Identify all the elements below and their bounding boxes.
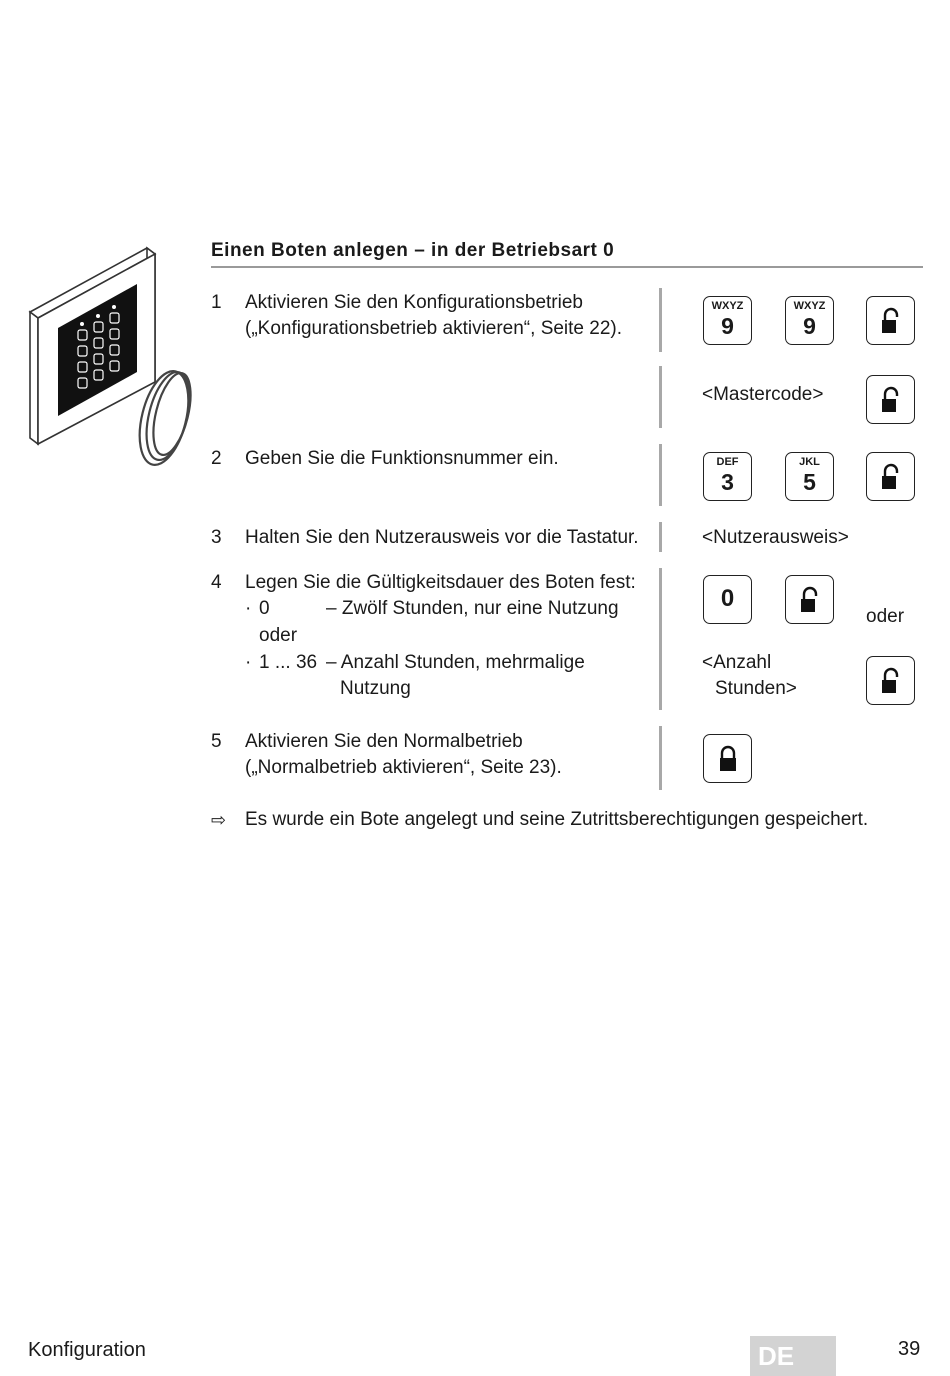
step-5-line-2: („Normalbetrieb aktivieren“, Seite 23). [245,757,562,778]
key-letters: WXYZ [711,300,744,312]
nutzerausweis-placeholder: <Nutzerausweis> [702,527,849,548]
unlock-key[interactable] [866,296,915,345]
key-letters: DEF [716,456,739,468]
step-3-line-1: Halten Sie den Nutzerausweis vor die Tastatur. [245,527,639,548]
key-letters: WXYZ [793,300,826,312]
lock-icon [717,745,739,773]
section-heading: Einen Boten anlegen – in der Betriebsart 0 [211,240,923,268]
option-description-cont: Nutzung [340,678,411,699]
step-4-line-1: Legen Sie die Gültigkeitsdauer des Boten fest: [245,572,636,593]
page-number: 39 [898,1338,921,1360]
unlock-icon [880,386,902,414]
anzahl-stunden-placeholder-1: <Anzahl [702,652,772,673]
step-1-number: 1 [211,292,222,313]
unlock-icon [880,667,902,695]
step-1b-separator [659,366,662,428]
step-1-separator [659,288,662,352]
step-5-number: 5 [211,731,222,752]
key-digit: 0 [720,585,735,612]
unlock-icon [880,463,902,491]
option-bullet: · [245,598,252,619]
footer-section-name: Konfiguration [28,1339,146,1361]
step-4-number: 4 [211,572,222,593]
unlock-icon [799,586,821,614]
option-value: 0 [259,598,270,619]
unlock-key-after-mastercode[interactable] [866,375,915,424]
key-digit: 9 [803,313,816,339]
unlock-icon [880,307,902,335]
step-4-separator [659,568,662,710]
key-letters: JKL [799,456,820,468]
unlock-key-after-hours[interactable] [866,656,915,705]
key-0[interactable] [703,575,752,624]
step-3-number: 3 [211,527,222,548]
step-2-number: 2 [211,448,222,469]
key-digit: 5 [803,469,816,495]
option-bullet: · [245,652,252,673]
step-1-line-1: Aktivieren Sie den Konfigurationsbetrieb [245,292,583,313]
language-badge: DE [750,1336,836,1376]
step-2-line-1: Geben Sie die Funktionsnummer ein. [245,448,559,469]
step-2-separator [659,444,662,506]
lock-key[interactable] [703,734,752,783]
alternative-oder: oder [866,606,905,627]
unlock-key[interactable] [866,452,915,501]
key-digit: 3 [721,469,734,495]
anzahl-stunden-placeholder-2: Stunden> [715,678,797,699]
key-9-wxyz-second[interactable] [785,296,834,345]
option-description: – Zwölf Stunden, nur eine Nutzung [326,598,619,619]
option-description: – Anzahl Stunden, mehrmalige [326,652,585,673]
unlock-key[interactable] [785,575,834,624]
step-5-line-1: Aktivieren Sie den Normalbetrieb [245,731,523,752]
key-digit: 9 [721,313,734,339]
key-5-jkl[interactable] [785,452,834,501]
step-1-line-2: („Konfigurationsbetrieb aktivieren“, Seite 22). [245,318,623,339]
key-9-wxyz[interactable] [703,296,752,345]
option-value: 1 ... 36 [259,652,318,673]
option-separator-oder: oder [259,625,298,646]
result-arrow-icon: ⇨ [211,810,227,830]
keypad-device-illustration [22,240,197,480]
mastercode-placeholder: <Mastercode> [702,384,824,405]
result-text: Es wurde ein Bote angelegt und seine Zutrittsberechtigungen gespeichert. [245,809,869,830]
step-3-separator [659,522,662,552]
step-5-separator [659,726,662,790]
key-3-def[interactable] [703,452,752,501]
